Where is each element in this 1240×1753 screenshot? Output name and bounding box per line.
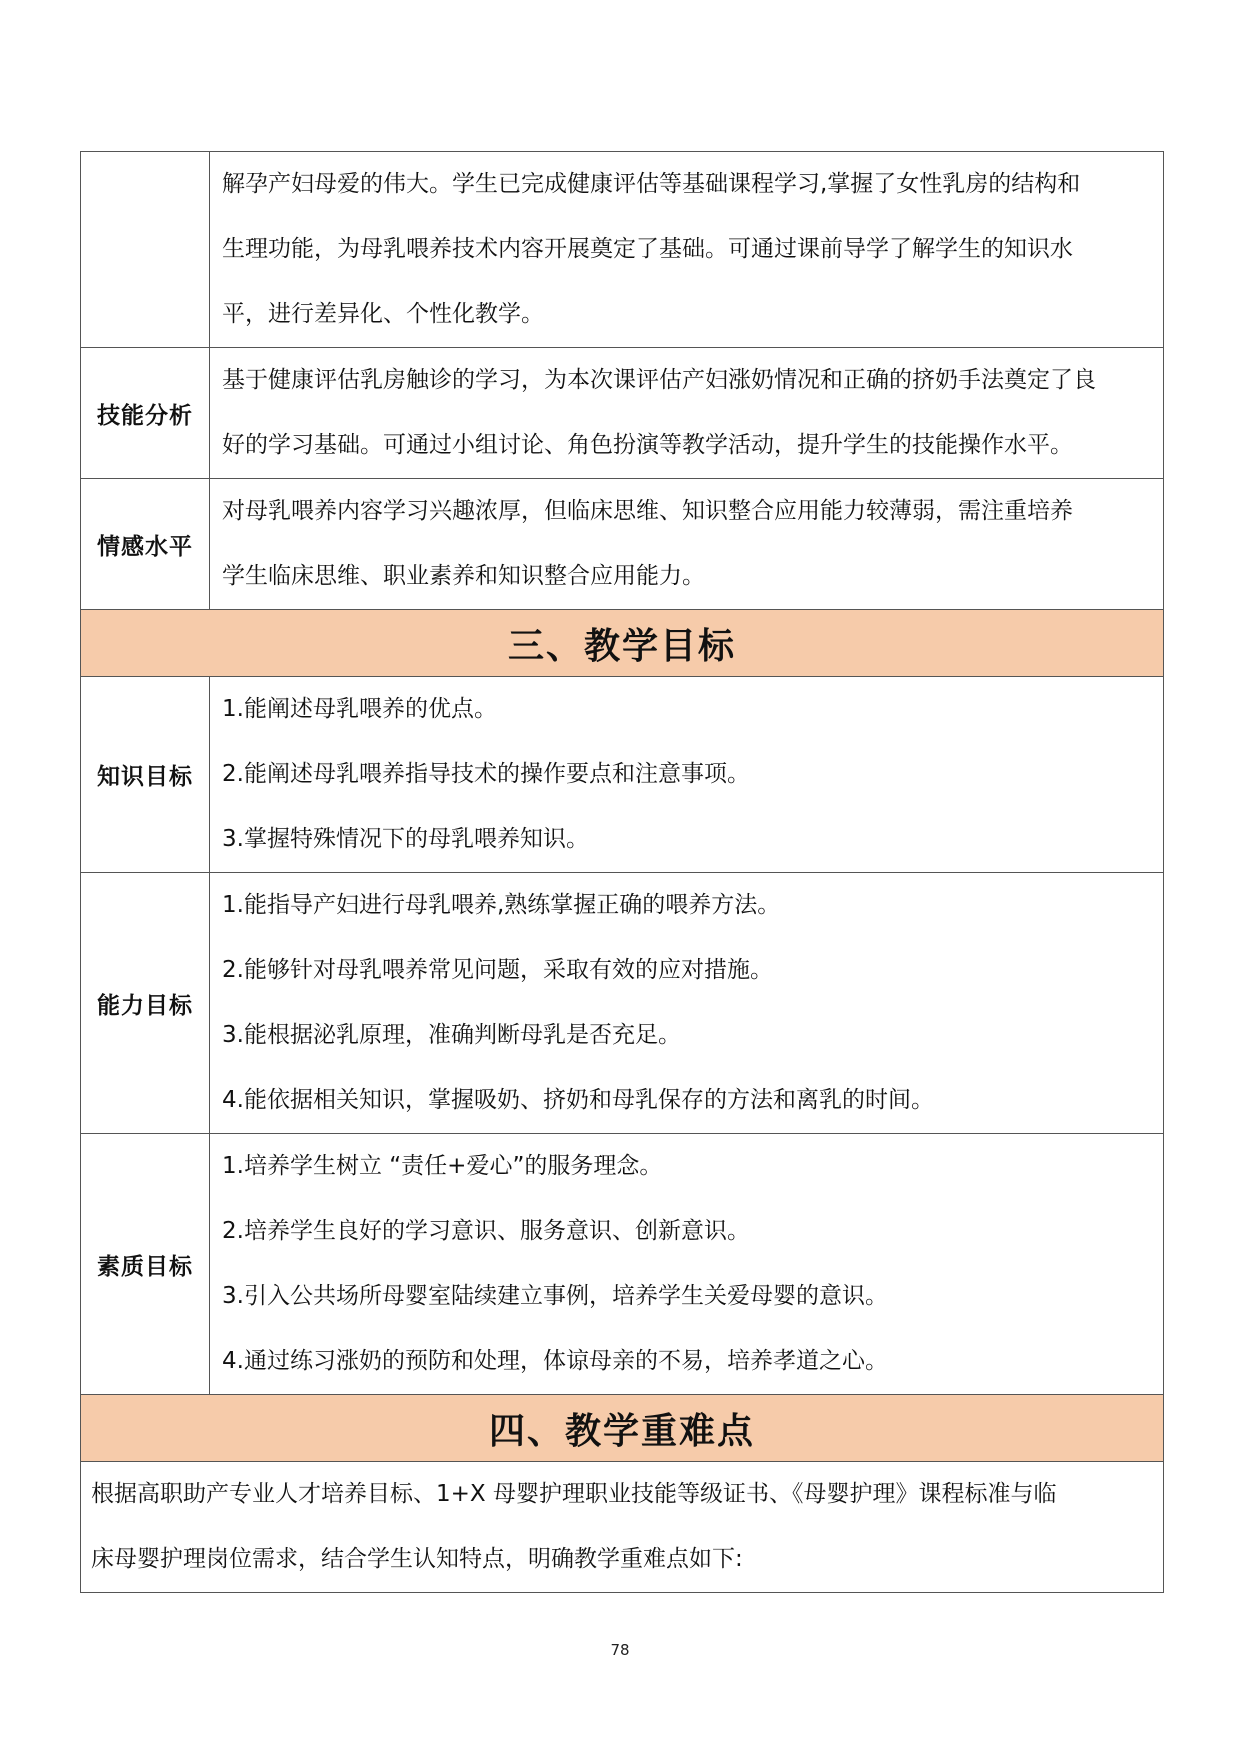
section-title: 四、教学重难点 xyxy=(81,1395,1164,1462)
intro-paragraph xyxy=(81,1462,1164,1593)
table-row-quality-objectives xyxy=(81,1134,1164,1395)
list-item: 3.掌握特殊情况下的母乳喂养知识。 xyxy=(222,826,589,852)
text-line: 对母乳喂养内容学习兴趣浓厚，但临床思维、知识整合应用能力较薄弱，需注重培养 xyxy=(222,498,1073,524)
list-item: 1.能阐述母乳喂养的优点。 xyxy=(222,696,497,722)
row-label-empty xyxy=(81,152,210,348)
row-content xyxy=(210,348,1164,479)
table-row-knowledge-objectives xyxy=(81,677,1164,873)
list-item: 2.能阐述母乳喂养指导技术的操作要点和注意事项。 xyxy=(222,761,750,787)
row-content xyxy=(210,152,1164,348)
row-content xyxy=(210,1134,1164,1395)
row-label-ability-objectives: 能力目标 xyxy=(81,873,210,1134)
list-item: 1.培养学生树立 “责任+爱心”的服务理念。 xyxy=(222,1153,663,1179)
text-line: 平，进行差异化、个性化教学。 xyxy=(222,301,544,327)
list-item: 2.能够针对母乳喂养常见问题，采取有效的应对措施。 xyxy=(222,957,773,983)
section-title: 三、教学目标 xyxy=(81,610,1164,677)
list-item: 4.通过练习涨奶的预防和处理，体谅母亲的不易，培养孝道之心。 xyxy=(222,1348,888,1374)
table-row-skill-analysis xyxy=(81,348,1164,479)
text-line: 学生临床思维、职业素养和知识整合应用能力。 xyxy=(222,563,705,589)
table-row-emotion-level xyxy=(81,479,1164,610)
row-label-knowledge-objectives: 知识目标 xyxy=(81,677,210,873)
row-content xyxy=(210,479,1164,610)
text-line: 解孕产妇母爱的伟大。学生已完成健康评估等基础课程学习,掌握了女性乳房的结构和 xyxy=(222,171,1081,197)
table-row xyxy=(81,152,1164,348)
text-line: 床母婴护理岗位需求，结合学生认知特点，明确教学重难点如下: xyxy=(91,1546,743,1572)
row-label-emotion-level: 情感水平 xyxy=(81,479,210,610)
list-item: 4.能依据相关知识，掌握吸奶、挤奶和母乳保存的方法和离乳的时间。 xyxy=(222,1087,934,1113)
row-label-quality-objectives: 素质目标 xyxy=(81,1134,210,1395)
table-row-ability-objectives xyxy=(81,873,1164,1134)
list-item: 3.能根据泌乳原理，准确判断母乳是否充足。 xyxy=(222,1022,681,1048)
section-header-teaching-objectives xyxy=(81,610,1164,677)
page-number: 78 xyxy=(610,1641,630,1659)
list-item: 1.能指导产妇进行母乳喂养,熟练掌握正确的喂养方法。 xyxy=(222,892,781,918)
text-line: 生理功能，为母乳喂养技术内容开展奠定了基础。可通过课前导学了解学生的知识水 xyxy=(222,236,1073,262)
section-header-key-difficult-points xyxy=(81,1395,1164,1462)
list-item: 2.培养学生良好的学习意识、服务意识、创新意识。 xyxy=(222,1218,750,1244)
text-line: 基于健康评估乳房触诊的学习，为本次课评估产妇涨奶情况和正确的挤奶手法奠定了良 xyxy=(222,367,1096,393)
row-content xyxy=(210,873,1164,1134)
row-content xyxy=(210,677,1164,873)
table-row-key-points-intro xyxy=(81,1462,1164,1593)
text-line: 根据高职助产专业人才培养目标、1+X 母婴护理职业技能等级证书、《母婴护理》课程标准与临 xyxy=(91,1481,1057,1507)
text-line: 好的学习基础。可通过小组讨论、角色扮演等教学活动，提升学生的技能操作水平。 xyxy=(222,432,1073,458)
list-item: 3.引入公共场所母婴室陆续建立事例，培养学生关爱母婴的意识。 xyxy=(222,1283,888,1309)
document-table xyxy=(80,151,1164,1593)
row-label-skill-analysis: 技能分析 xyxy=(81,348,210,479)
